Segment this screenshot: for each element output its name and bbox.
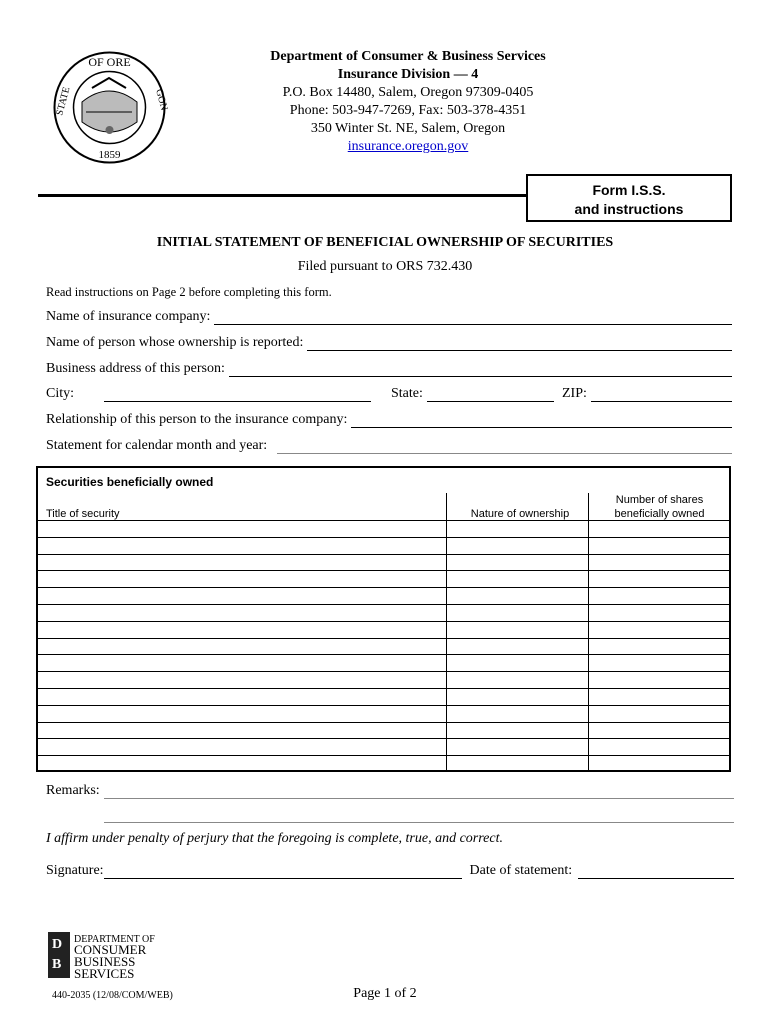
header-divider <box>38 194 528 197</box>
remarks-line-2[interactable] <box>104 822 734 823</box>
form-number: 440-2035 (12/08/COM/WEB) <box>52 990 173 1001</box>
form-title: INITIAL STATEMENT OF BENEFICIAL OWNERSHIP OF SECURITIES <box>156 235 614 250</box>
state-seal-logo <box>52 50 170 165</box>
shares-header-line1: Number of shares <box>615 494 704 506</box>
logo-line-1: DEPARTMENT OF <box>74 934 155 945</box>
table-row-divider <box>38 705 729 706</box>
website-link[interactable]: insurance.oregon.gov <box>347 139 469 154</box>
remarks-field[interactable] <box>46 783 734 799</box>
column-header-title: Title of security <box>46 508 120 520</box>
seal-left-text: STATE <box>54 85 73 117</box>
affirmation-text: I affirm under penalty of perjury that the foregoing is complete, true, and correct. <box>46 831 503 846</box>
street-address: 350 Winter St. NE, Salem, Oregon <box>310 121 506 136</box>
shares-header-line2: beneficially owned <box>614 508 705 520</box>
signature-field[interactable] <box>104 864 462 879</box>
remarks-label: Remarks: <box>46 783 100 798</box>
logo-line-4: SERVICES <box>74 966 135 981</box>
seal-year: 1859 <box>98 149 121 161</box>
city-label: City: <box>46 386 75 401</box>
column-header-shares <box>590 493 729 521</box>
svg-text:B: B <box>52 957 62 972</box>
signature-row <box>46 863 734 879</box>
table-row-divider <box>38 621 729 622</box>
logo-line-3: BUSINESS <box>74 954 136 969</box>
form-id-sub: and instructions <box>574 201 684 217</box>
form-id-box <box>526 174 732 222</box>
state-label: State: <box>391 386 423 401</box>
period-field[interactable] <box>46 438 732 454</box>
relationship-field[interactable] <box>46 412 732 428</box>
dcbs-logo <box>46 930 166 980</box>
zip-label: ZIP: <box>562 386 587 401</box>
table-row-divider <box>38 537 729 538</box>
company-label: Name of insurance company: <box>46 309 211 324</box>
date-field[interactable] <box>578 864 734 879</box>
svg-text:D: D <box>52 937 63 952</box>
securities-table <box>36 466 731 772</box>
table-row-divider <box>38 638 729 639</box>
department-name: Department of Consumer & Business Services <box>270 49 546 64</box>
relationship-label: Relationship of this person to the insurance company: <box>46 412 348 427</box>
address-label: Business address of this person: <box>46 361 225 376</box>
column-header-nature: Nature of ownership <box>470 508 570 520</box>
agency-header <box>200 48 616 156</box>
state-field[interactable] <box>391 386 554 402</box>
seal-right-text: GON <box>153 87 170 112</box>
address-field[interactable] <box>46 361 732 377</box>
date-label: Date of statement: <box>469 863 573 878</box>
table-row-divider <box>38 604 729 605</box>
form-id: Form I.S.S. <box>592 182 666 198</box>
table-row-divider <box>38 688 729 689</box>
table-row-divider <box>38 554 729 555</box>
table-row-divider <box>38 654 729 655</box>
table-caption: Securities beneficially owned <box>46 475 214 489</box>
instructions-note: Read instructions on Page 2 before completing this form. <box>46 285 332 299</box>
table-row-divider <box>38 722 729 723</box>
seal-top-text: OF ORE <box>88 55 131 69</box>
table-row-divider <box>38 570 729 571</box>
form-subtitle: Filed pursuant to ORS 732.430 <box>297 259 473 274</box>
table-row-divider <box>38 755 729 756</box>
logo-line-2: CONSUMER <box>74 942 147 957</box>
person-field[interactable] <box>46 335 732 351</box>
zip-field[interactable] <box>562 386 732 402</box>
period-label: Statement for calendar month and year: <box>46 438 268 453</box>
table-row-divider <box>38 671 729 672</box>
city-field[interactable] <box>46 386 371 402</box>
page-number: Page 1 of 2 <box>353 986 417 1001</box>
table-row-divider <box>38 587 729 588</box>
company-field[interactable] <box>46 309 732 325</box>
signature-label: Signature: <box>46 863 104 878</box>
division-name: Insurance Division — 4 <box>337 67 479 82</box>
phone-fax: Phone: 503-947-7269, Fax: 503-378-4351 <box>289 103 527 118</box>
table-row-divider <box>38 738 729 739</box>
po-box: P.O. Box 14480, Salem, Oregon 97309-0405 <box>282 85 534 100</box>
person-label: Name of person whose ownership is reported: <box>46 335 304 350</box>
